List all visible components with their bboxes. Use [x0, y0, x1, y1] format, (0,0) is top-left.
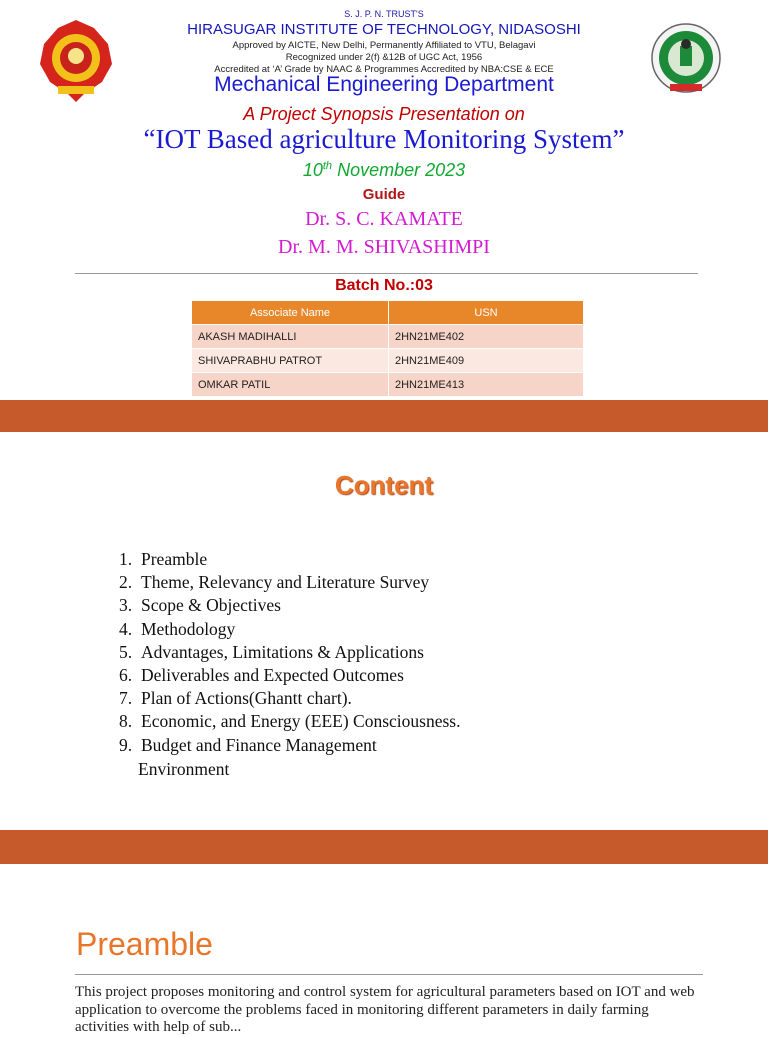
institute-name: HIRASUGAR INSTITUTE OF TECHNOLOGY, NIDASOSHI — [187, 21, 581, 38]
approval-line-2: Recognized under 2(f) &12B of UGC Act, 1956 — [285, 52, 483, 63]
column-header-name: Associate Name — [192, 301, 389, 325]
list-item: 2. Theme, Relevancy and Literature Survey — [119, 572, 430, 593]
list-item: 5. Advantages, Limitations & Applications — [119, 641, 424, 662]
list-item: 6. Deliverables and Expected Outcomes — [119, 664, 404, 685]
content-list — [119, 548, 461, 757]
preamble-text: This project proposes monitoring and control system for agricultural parameters based on IOT and web application to overcome the problems faced in monitoring different parameters in daily farming activities with help of sub... — [75, 984, 695, 1035]
associate-name: AKASH MADIHALLI — [192, 325, 389, 349]
content-slide — [0, 432, 768, 830]
guide-name-1: Dr. S. C. KAMATE — [305, 208, 463, 230]
table-row — [192, 325, 584, 349]
slide-separator — [0, 830, 768, 864]
table-row — [192, 349, 584, 373]
associate-usn: 2HN21ME402 — [389, 325, 584, 349]
content-heading: Content — [334, 470, 434, 500]
list-item: 4. Methodology — [119, 618, 236, 639]
list-item: 3. Scope & Objectives — [119, 595, 281, 616]
title-slide — [0, 0, 768, 400]
column-header-usn: USN — [389, 301, 584, 325]
divider-line — [75, 273, 698, 274]
presentation-date: 10th November 2023 — [302, 160, 466, 180]
guide-name-2: Dr. M. M. SHIVASHIMPI — [278, 236, 490, 258]
project-title: “IOT Based agriculture Monitoring System” — [143, 124, 625, 154]
approval-line-1: Approved by AICTE, New Delhi, Permanently Affiliated to VTU, Belagavi — [232, 40, 536, 51]
associate-name: SHIVAPRABHU PATROT — [192, 349, 389, 373]
presentation-type: A Project Synopsis Presentation on — [243, 104, 525, 124]
trust-name: S. J. P. N. TRUST'S — [344, 9, 424, 19]
list-item: 9. Budget and Finance Management — [119, 734, 377, 755]
approval-line-3: Accredited at ‘A’ Grade by NAAC & Programmes Accredited by NBA:CSE & ECE — [214, 64, 554, 75]
batch-table — [192, 301, 584, 396]
associate-usn: 2HN21ME413 — [389, 373, 584, 397]
preamble-slide — [0, 864, 768, 1035]
list-item: 8. Economic, and Energy (EEE) Consciousness. — [119, 711, 461, 732]
list-item: 7. Plan of Actions(Ghantt chart). — [119, 688, 352, 709]
list-item: 1. Preamble — [119, 549, 208, 569]
slide-separator — [0, 400, 768, 432]
guide-label: Guide — [362, 186, 406, 203]
associate-name: OMKAR PATIL — [192, 373, 389, 397]
list-item-continuation: Environment — [138, 759, 230, 779]
table-row — [192, 373, 584, 397]
associate-usn: 2HN21ME409 — [389, 349, 584, 373]
batch-number: Batch No.:03 — [335, 277, 433, 294]
preamble-heading: Preamble — [76, 926, 213, 962]
department-name: Mechanical Engineering Department — [214, 73, 554, 96]
divider-line — [75, 974, 703, 975]
table-header-row — [192, 301, 584, 325]
